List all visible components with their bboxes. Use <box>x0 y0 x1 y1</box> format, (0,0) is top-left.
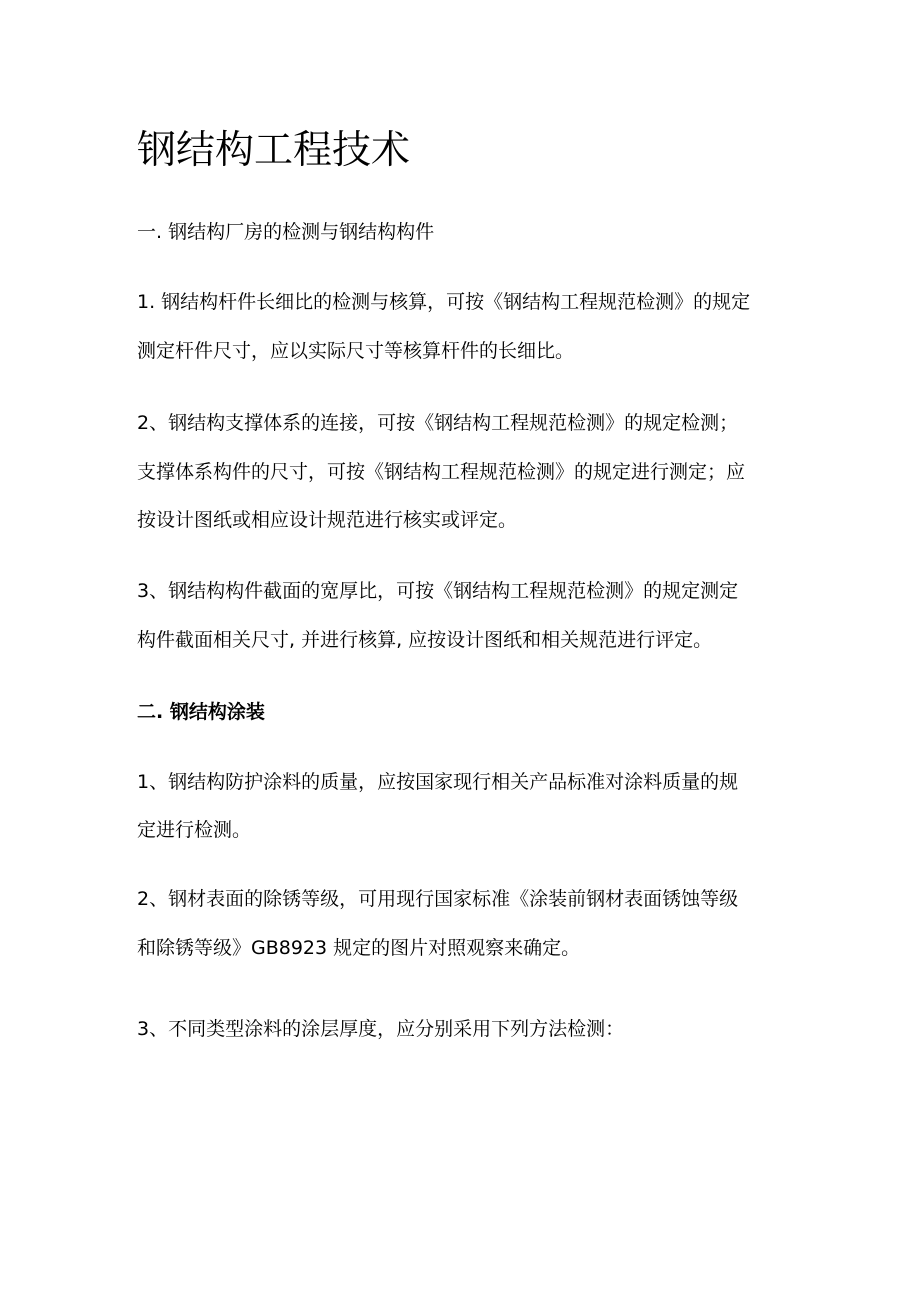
section-1-para-1-line-2: 测定杆件尺寸，应以实际尺寸等核算杆件的长细比。 <box>137 340 575 362</box>
section-2-heading: 二. 钢结构涂装 <box>137 701 265 723</box>
document-title: 钢结构工程技术 <box>137 128 411 173</box>
section-2-para-1-line-2: 定进行检测。 <box>137 819 252 841</box>
section-2-para-2-line-2: 和除锈等级》GB8923 规定的图片对照观察来确定。 <box>137 937 581 959</box>
section-1-heading: 一. 钢结构厂房的检测与钢结构构件 <box>137 221 435 243</box>
section-1-para-2-line-2: 支撑体系构件的尺寸，可按《钢结构工程规范检测》的规定进行测定；应 <box>137 461 746 483</box>
section-1-para-3-line-2: 构件截面相关尺寸, 并进行核算, 应按设计图纸和相关规范进行评定。 <box>137 629 713 651</box>
section-2-para-1-line-1: 1、钢结构防护涂料的质量，应按国家现行相关产品标准对涂料质量的规 <box>137 771 739 793</box>
section-1-para-1-line-1: 1. 钢结构杆件长细比的检测与核算，可按《钢结构工程规范检测》的规定 <box>137 291 751 313</box>
section-1-para-3-line-1: 3、钢结构构件截面的宽厚比，可按《钢结构工程规范检测》的规定测定 <box>137 580 739 602</box>
section-2-para-2-line-1: 2、钢材表面的除锈等级，可用现行国家标准《涂装前钢材表面锈蚀等级 <box>137 888 739 910</box>
section-1-para-2-line-1: 2、钢结构支撑体系的连接，可按《钢结构工程规范检测》的规定检测； <box>137 412 739 434</box>
section-1-para-2-line-3: 按设计图纸或相应设计规范进行核实或评定。 <box>137 509 518 531</box>
section-2-para-3-line-1: 3、不同类型涂料的涂层厚度，应分别采用下列方法检测： <box>137 1018 625 1040</box>
